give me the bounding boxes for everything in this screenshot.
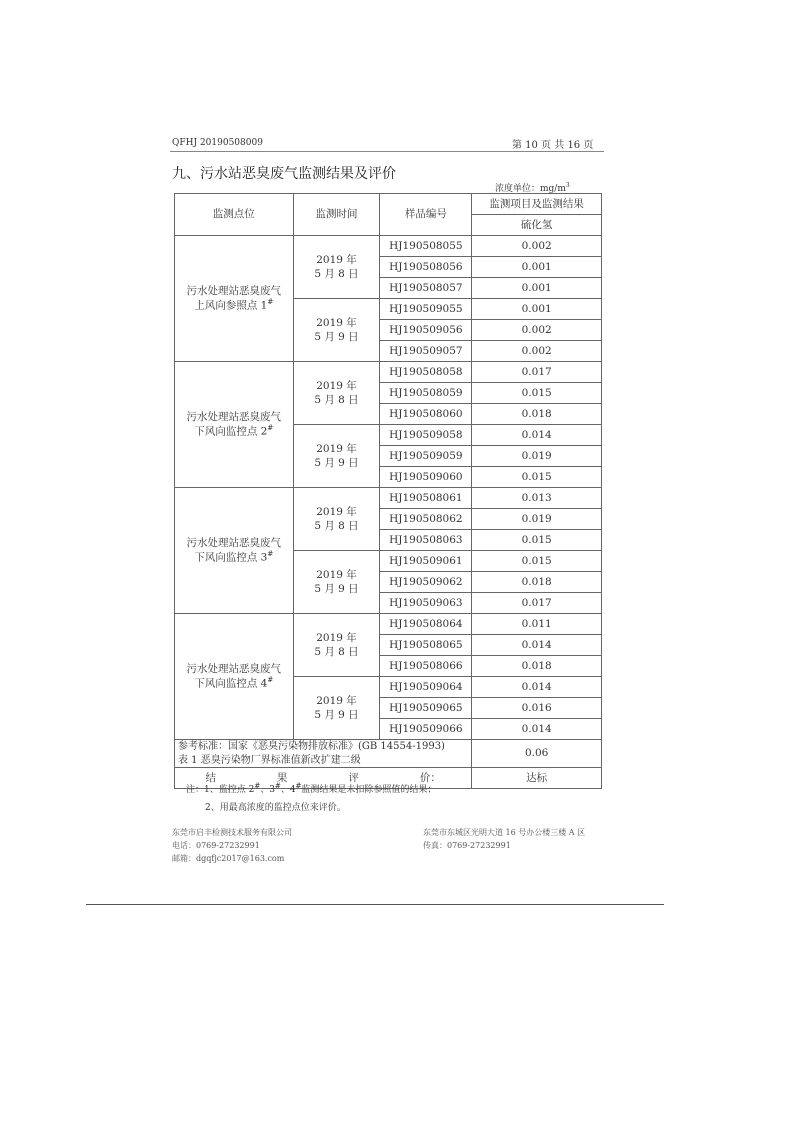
- date-year: 2019 年: [316, 568, 357, 581]
- sample-id-cell: HJ190508057: [380, 278, 472, 299]
- h2s-value-cell: 0.016: [472, 698, 602, 719]
- sample-id-cell: HJ190508055: [380, 236, 472, 257]
- table-row: [175, 236, 602, 257]
- date-day: 5 月 9 日: [314, 331, 359, 343]
- sample-id-cell: HJ190509057: [380, 341, 472, 362]
- notes: [186, 777, 436, 817]
- date-day: 5 月 8 日: [314, 520, 359, 532]
- header-sample-id: 样品编号: [380, 194, 472, 236]
- date-year: 2019 年: [316, 253, 357, 266]
- date-year: 2019 年: [316, 631, 357, 644]
- monitoring-point-cell: [175, 614, 294, 740]
- sample-id-cell: HJ190508065: [380, 635, 472, 656]
- footer-phone: 电话：0769-27232991: [172, 841, 260, 850]
- monitoring-date-cell: [293, 362, 380, 425]
- h2s-value-cell: 0.002: [472, 320, 602, 341]
- monitoring-results-table: [174, 193, 602, 789]
- monitoring-date-cell: [293, 677, 380, 740]
- h2s-value-cell: 0.017: [472, 593, 602, 614]
- monitoring-date-cell: [293, 614, 380, 677]
- point-name-line1: 污水处理站恶臭废气: [186, 663, 282, 676]
- point-name-line1: 污水处理站恶臭废气: [186, 537, 282, 550]
- footer-company-info: [172, 826, 292, 865]
- sample-id-cell: HJ190509056: [380, 320, 472, 341]
- point-name-text: 下风向监控点 2: [194, 425, 268, 438]
- h2s-value-cell: 0.014: [472, 677, 602, 698]
- sample-id-cell: HJ190508056: [380, 257, 472, 278]
- result-value-cell: 达标: [472, 768, 602, 789]
- h2s-value-cell: 0.014: [472, 719, 602, 740]
- point-name-text: 下风向监控点 3: [194, 551, 268, 564]
- point-marker: #: [267, 550, 274, 559]
- note-1: 注：1、监控点 2#、3#、4#监测结果是未扣除参照值的结果；: [186, 782, 437, 795]
- date-day: 5 月 8 日: [314, 646, 359, 658]
- date-day: 5 月 8 日: [314, 268, 359, 280]
- date-year: 2019 年: [316, 694, 357, 707]
- h2s-value-cell: 0.015: [472, 383, 602, 404]
- reference-value-cell: 0.06: [472, 740, 602, 768]
- monitoring-date-cell: [293, 236, 380, 299]
- h2s-value-cell: 0.001: [472, 278, 602, 299]
- h2s-value-cell: 0.001: [472, 257, 602, 278]
- date-day: 5 月 9 日: [314, 457, 359, 469]
- monitoring-point-cell: [175, 362, 294, 488]
- table-row: [175, 488, 602, 509]
- footer-address-info: [423, 826, 585, 852]
- footer-fax: 传真：0769-27232991: [423, 841, 511, 850]
- page-number: 第 10 页 共 16 页: [512, 140, 594, 151]
- page-bottom-rule: [86, 904, 664, 905]
- sample-id-cell: HJ190508058: [380, 362, 472, 383]
- point-name-text: 上风向参照点 1: [194, 299, 268, 312]
- sample-id-cell: HJ190508062: [380, 509, 472, 530]
- footer-address: 东莞市东城区光明大道 16 号办公楼三楼 A 区: [423, 828, 586, 837]
- h2s-value-cell: 0.018: [472, 656, 602, 677]
- sample-id-cell: HJ190509065: [380, 698, 472, 719]
- monitoring-date-cell: [293, 488, 380, 551]
- sample-id-cell: HJ190509061: [380, 551, 472, 572]
- sample-id-cell: HJ190509064: [380, 677, 472, 698]
- result-label-char: 价：: [419, 771, 441, 784]
- h2s-value-cell: 0.018: [472, 404, 602, 425]
- date-year: 2019 年: [316, 316, 357, 329]
- reference-line-2: 表 1 恶臭污染物厂界标准值新改扩建二级: [178, 754, 361, 766]
- h2s-value-cell: 0.013: [472, 488, 602, 509]
- sample-id-cell: HJ190508061: [380, 488, 472, 509]
- date-day: 5 月 8 日: [314, 394, 359, 406]
- table-header-row: [175, 194, 602, 215]
- point-marker: #: [267, 298, 274, 307]
- header-monitoring-time: 监测时间: [293, 194, 380, 236]
- point-name-line2: [175, 424, 293, 439]
- footer-company-name: 东莞市启丰检测技术服务有限公司: [172, 828, 292, 837]
- sample-id-cell: HJ190509062: [380, 572, 472, 593]
- sample-id-cell: HJ190508063: [380, 530, 472, 551]
- h2s-value-cell: 0.015: [472, 551, 602, 572]
- result-label-char: 结: [205, 771, 216, 784]
- document-id: QFHJ 20190508009: [172, 138, 263, 148]
- point-name-text: 下风向监控点 4: [194, 677, 268, 690]
- table-row: [175, 362, 602, 383]
- h2s-value-cell: 0.019: [472, 446, 602, 467]
- date-year: 2019 年: [316, 442, 357, 455]
- result-label-char: 果: [276, 771, 288, 784]
- h2s-value-cell: 0.002: [472, 236, 602, 257]
- reference-line-1: 参考标准：国家《恶臭污染物排放标准》(GB 14554-1993): [178, 741, 445, 752]
- h2s-value-cell: 0.014: [472, 635, 602, 656]
- note-2: 2、用最高浓度的监控点位来评价。: [205, 803, 346, 813]
- section-title: 九、污水站恶臭废气监测结果及评价: [172, 166, 396, 182]
- sample-id-cell: HJ190509055: [380, 299, 472, 320]
- monitoring-point-cell: [175, 488, 294, 614]
- monitoring-point-cell: [175, 236, 294, 362]
- h2s-value-cell: 0.002: [472, 341, 602, 362]
- point-name-line2: [175, 676, 293, 691]
- header-h2s: 硫化氢: [472, 215, 602, 236]
- date-day: 5 月 9 日: [314, 583, 359, 595]
- footer-email: 邮箱：dgqfjc2017@163.com: [172, 854, 285, 863]
- h2s-value-cell: 0.017: [472, 362, 602, 383]
- point-name-line1: 污水处理站恶臭废气: [186, 285, 282, 298]
- sample-id-cell: HJ190509066: [380, 719, 472, 740]
- reference-standard-cell: [175, 740, 472, 768]
- sample-id-cell: HJ190508066: [380, 656, 472, 677]
- point-name-line2: [175, 550, 293, 565]
- sample-id-cell: HJ190508064: [380, 614, 472, 635]
- monitoring-date-cell: [293, 299, 380, 362]
- reference-standard-row: [175, 740, 602, 768]
- sample-id-cell: HJ190509058: [380, 425, 472, 446]
- sample-id-cell: HJ190509059: [380, 446, 472, 467]
- point-name-line2: [175, 298, 293, 313]
- sample-id-cell: HJ190509060: [380, 467, 472, 488]
- h2s-value-cell: 0.015: [472, 530, 602, 551]
- unit-label: 浓度单位：$mg/m^3$: [495, 182, 570, 194]
- monitoring-date-cell: [293, 425, 380, 488]
- header-items-results: 监测项目及监测结果: [472, 194, 602, 215]
- sample-id-cell: HJ190508060: [380, 404, 472, 425]
- h2s-value-cell: 0.019: [472, 509, 602, 530]
- h2s-value-cell: 0.001: [472, 299, 602, 320]
- table-row: [175, 614, 602, 635]
- point-name-line1: 污水处理站恶臭废气: [186, 411, 282, 424]
- date-year: 2019 年: [316, 379, 357, 392]
- h2s-value-cell: 0.014: [472, 425, 602, 446]
- date-year: 2019 年: [316, 505, 357, 518]
- result-label-char: 评: [348, 771, 359, 784]
- header-rule: [170, 151, 604, 152]
- sample-id-cell: HJ190509063: [380, 593, 472, 614]
- h2s-value-cell: 0.018: [472, 572, 602, 593]
- sample-id-cell: HJ190508059: [380, 383, 472, 404]
- monitoring-date-cell: [293, 551, 380, 614]
- header-monitoring-point: 监测点位: [175, 194, 294, 236]
- h2s-value-cell: 0.015: [472, 467, 602, 488]
- point-marker: #: [267, 676, 274, 685]
- point-marker: #: [267, 424, 274, 433]
- h2s-value-cell: 0.011: [472, 614, 602, 635]
- date-day: 5 月 9 日: [314, 709, 359, 721]
